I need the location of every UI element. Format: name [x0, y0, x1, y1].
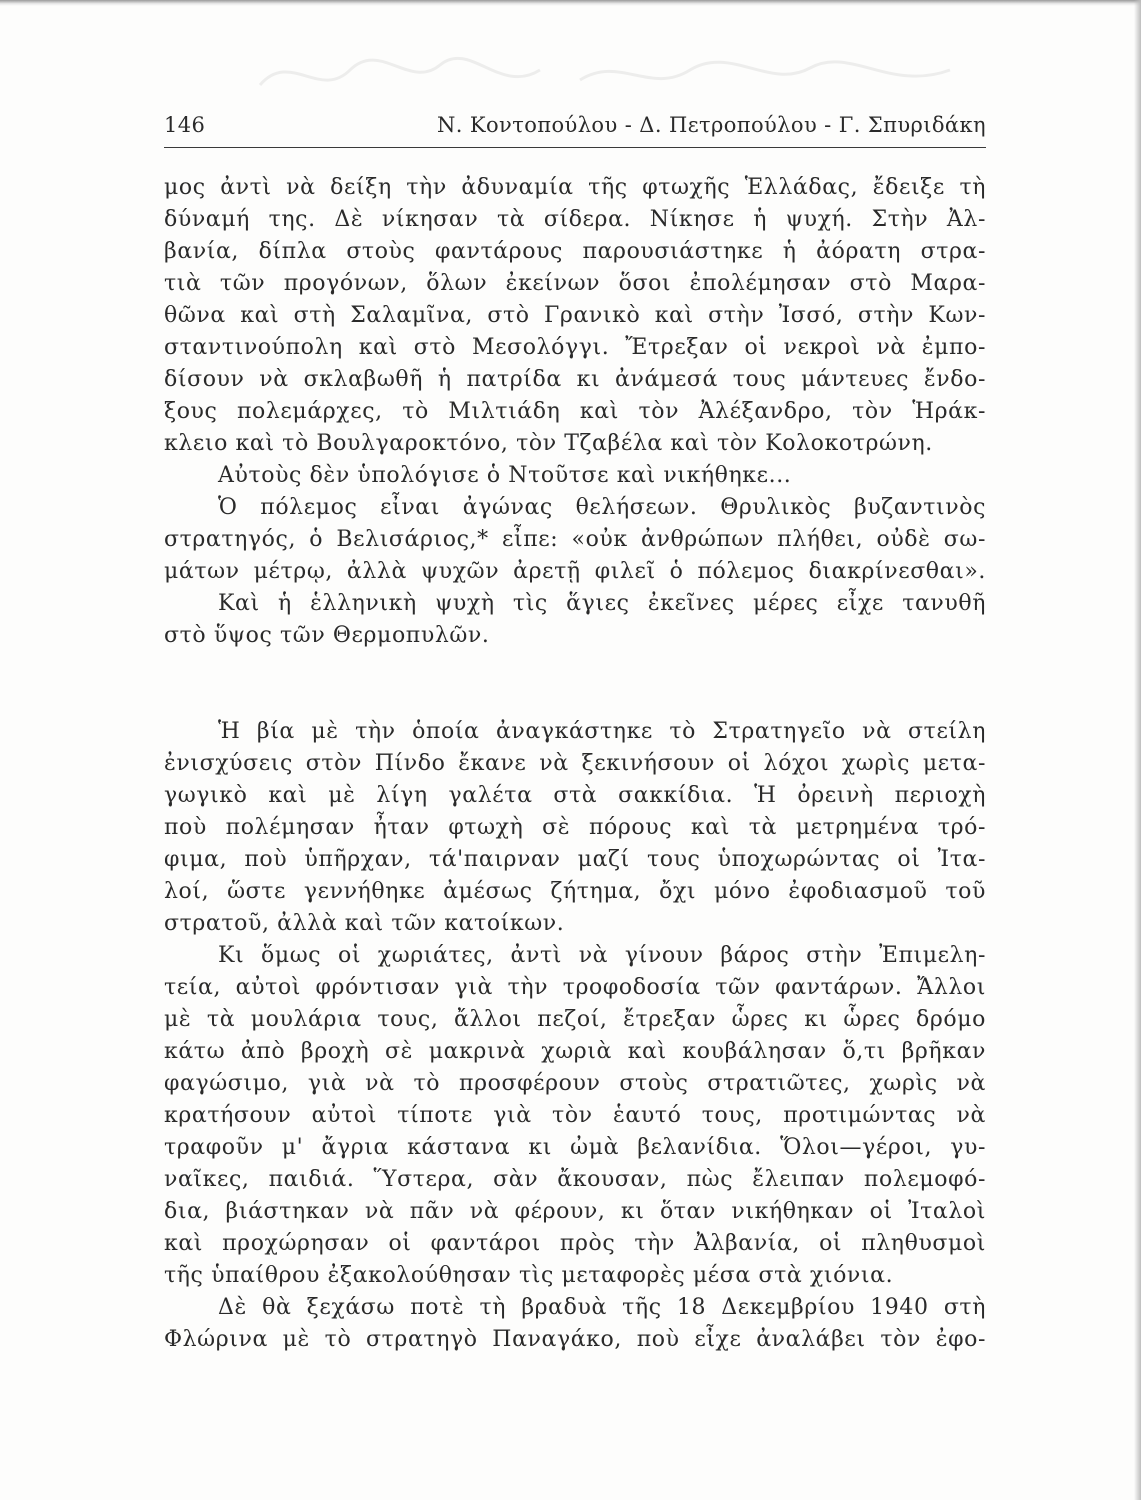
paragraph — [164, 588, 986, 652]
text-line: τιὰ τῶν προγόνων, ὅλων ἐκείνων ὅσοι ἐπολέμησαν στὸ Μαρα- — [164, 271, 986, 296]
text-line: Ὁ πόλεμος εἶναι ἀγώνας θελήσεων. Θρυλικὸς βυζαντινὸς — [218, 495, 986, 520]
text-line: ποὺ πολέμησαν ἦταν φτωχὴ σὲ πόρους καὶ τὰ μετρημένα τρό- — [164, 815, 986, 840]
text-line: ναῖκες, παιδιά. Ὕστερα, σὰν ἄκουσαν, πὼς ἔλειπαν πολεμοφό- — [164, 1167, 986, 1192]
text-line: δίσουν νὰ σκλαβωθῆ ἡ πατρίδα κι ἀνάμεσά τους μάντευες ἔνδο- — [164, 367, 986, 392]
header-rule — [164, 147, 986, 148]
text-line: μὲ τὰ μουλάρια τους, ἄλλοι πεζοί, ἔτρεξαν ὧρες κι ὧρες δρόμο — [164, 1007, 986, 1032]
text-line: Δὲ θὰ ξεχάσω ποτὲ τὴ βραδυὰ τῆς 18 Δεκεμβρίου 1940 στὴ — [218, 1295, 986, 1320]
section-break — [164, 652, 986, 716]
body-text — [164, 172, 986, 1356]
text-line: ξους πολεμάρχες, τὸ Μιλτιάδη καὶ τὸν Ἀλέξανδρο, τὸν Ἡράκ- — [164, 399, 986, 424]
paragraph — [164, 1292, 986, 1356]
text-line: Καὶ ἡ ἑλληνικὴ ψυχὴ τὶς ἅγιες ἐκεῖνες μέρες εἶχε τανυθῆ — [218, 591, 986, 616]
text-line: Φλώρινα μὲ τὸ στρατηγὸ Παναγάκο, ποὺ εἶχε ἀναλάβει τὸν ἐφο- — [164, 1327, 986, 1352]
text-line: κλειο καὶ τὸ Βουλγαροκτόνο, τὸν Τζαβέλα καὶ τὸν Κολοκοτρώνη. — [164, 431, 933, 456]
running-header — [164, 113, 986, 143]
text-line: τραφοῦν μ' ἄγρια κάστανα κι ὠμὰ βελανίδια. Ὅλοι—γέροι, γυ- — [164, 1135, 986, 1160]
text-line: Κι ὅμως οἱ χωριάτες, ἀντὶ νὰ γίνουν βάρος στὴν Ἐπιμελη- — [218, 943, 986, 968]
text-line: καὶ προχώρησαν οἱ φαντάροι πρὸς τὴν Ἀλβανία, οἱ πληθυσμοὶ — [164, 1231, 986, 1256]
text-line: γωγικὸ καὶ μὲ λίγη γαλέτα στὰ σακκίδια. Ἡ ὀρεινὴ περιοχὴ — [164, 783, 986, 808]
text-line: Ἡ βία μὲ τὴν ὁποία ἀναγκάστηκε τὸ Στρατηγεῖο νὰ στείλη — [218, 719, 986, 744]
text-line: φιμα, ποὺ ὑπῆρχαν, τά'παιρναν μαζί τους ὑποχωρώντας οἱ Ἰτα- — [164, 847, 986, 872]
text-line: ἐνισχύσεις στὸν Πίνδο ἔκανε νὰ ξεκινήσουν οἱ λόχοι χωρὶς μετα- — [164, 751, 986, 776]
text-line: στρατηγός, ὁ Βελισάριος,* εἶπε: «οὐκ ἀνθρώπων πλήθει, οὐδὲ σω- — [164, 527, 986, 552]
text-line: λοί, ὥστε γεννήθηκε ἀμέσως ζήτημα, ὄχι μόνο ἐφοδιασμοῦ τοῦ — [164, 879, 986, 904]
text-line: Αὐτοὺς δὲν ὑπολόγισε ὁ Ντοῦτσε καὶ νικήθηκε... — [218, 463, 792, 488]
text-line: τῆς ὑπαίθρου ἐξακολούθησαν τὶς μεταφορὲς μέσα στὰ χιόνια. — [164, 1263, 894, 1288]
page-number: 146 — [164, 113, 206, 137]
text-line: σταντινούπολη καὶ στὸ Μεσολόγγι. Ἔτρεξαν οἱ νεκροὶ νὰ ἐμπο- — [164, 335, 986, 360]
text-line: μος ἀντὶ νὰ δείξη τὴν ἀδυναμία τῆς φτωχῆς Ἑλλάδας, ἔδειξε τὴ — [164, 175, 986, 200]
text-line: μάτων μέτρῳ, ἀλλὰ ψυχῶν ἀρετῇ φιλεῖ ὁ πόλεμος διακρίνεσθαι». — [164, 559, 986, 584]
scan-right-edge — [1134, 0, 1141, 1500]
text-line: κρατήσουν αὐτοὶ τίποτε γιὰ τὸν ἑαυτό τους, προτιμώντας νὰ — [164, 1103, 986, 1128]
paragraph — [164, 172, 986, 460]
paragraph — [164, 940, 986, 1292]
scan-top-edge — [0, 0, 1141, 6]
text-line: δύναμή της. Δὲ νίκησαν τὰ σίδερα. Νίκησε ἡ ψυχή. Στὴν Ἀλ- — [164, 207, 986, 232]
text-line: δια, βιάστηκαν νὰ πᾶν νὰ φέρουν, κι ὅταν νικήθηκαν οἱ Ἰταλοὶ — [164, 1199, 986, 1224]
text-line: φαγώσιμο, γιὰ νὰ τὸ προσφέρουν στοὺς στρατιῶτες, χωρὶς νὰ — [164, 1071, 986, 1096]
paragraph — [164, 492, 986, 588]
paragraph — [164, 716, 986, 940]
text-line: τεία, αὐτοὶ φρόντισαν γιὰ τὴν τροφοδοσία τῶν φαντάρων. Ἄλλοι — [164, 975, 986, 1000]
text-line: κάτω ἀπὸ βροχὴ σὲ μακρινὰ χωριὰ καὶ κουβάλησαν ὅ,τι βρῆκαν — [164, 1039, 986, 1064]
text-line: στὸ ὕψος τῶν Θερμοπυλῶν. — [164, 623, 490, 648]
text-line: βανία, δίπλα στοὺς φαντάρους παρουσιάστηκε ἡ ἀόρατη στρα- — [164, 239, 986, 264]
text-line: στρατοῦ, ἀλλὰ καὶ τῶν κατοίκων. — [164, 911, 565, 936]
text-line: θῶνα καὶ στὴ Σαλαμῖνα, στὸ Γρανικὸ καὶ στὴν Ἰσσό, στὴν Κων- — [164, 303, 986, 328]
running-head-authors: Ν. Κοντοπούλου - Δ. Πετροπούλου - Γ. Σπυριδάκη — [437, 113, 986, 137]
paragraph — [164, 460, 986, 492]
show-through-ink — [250, 40, 1010, 110]
